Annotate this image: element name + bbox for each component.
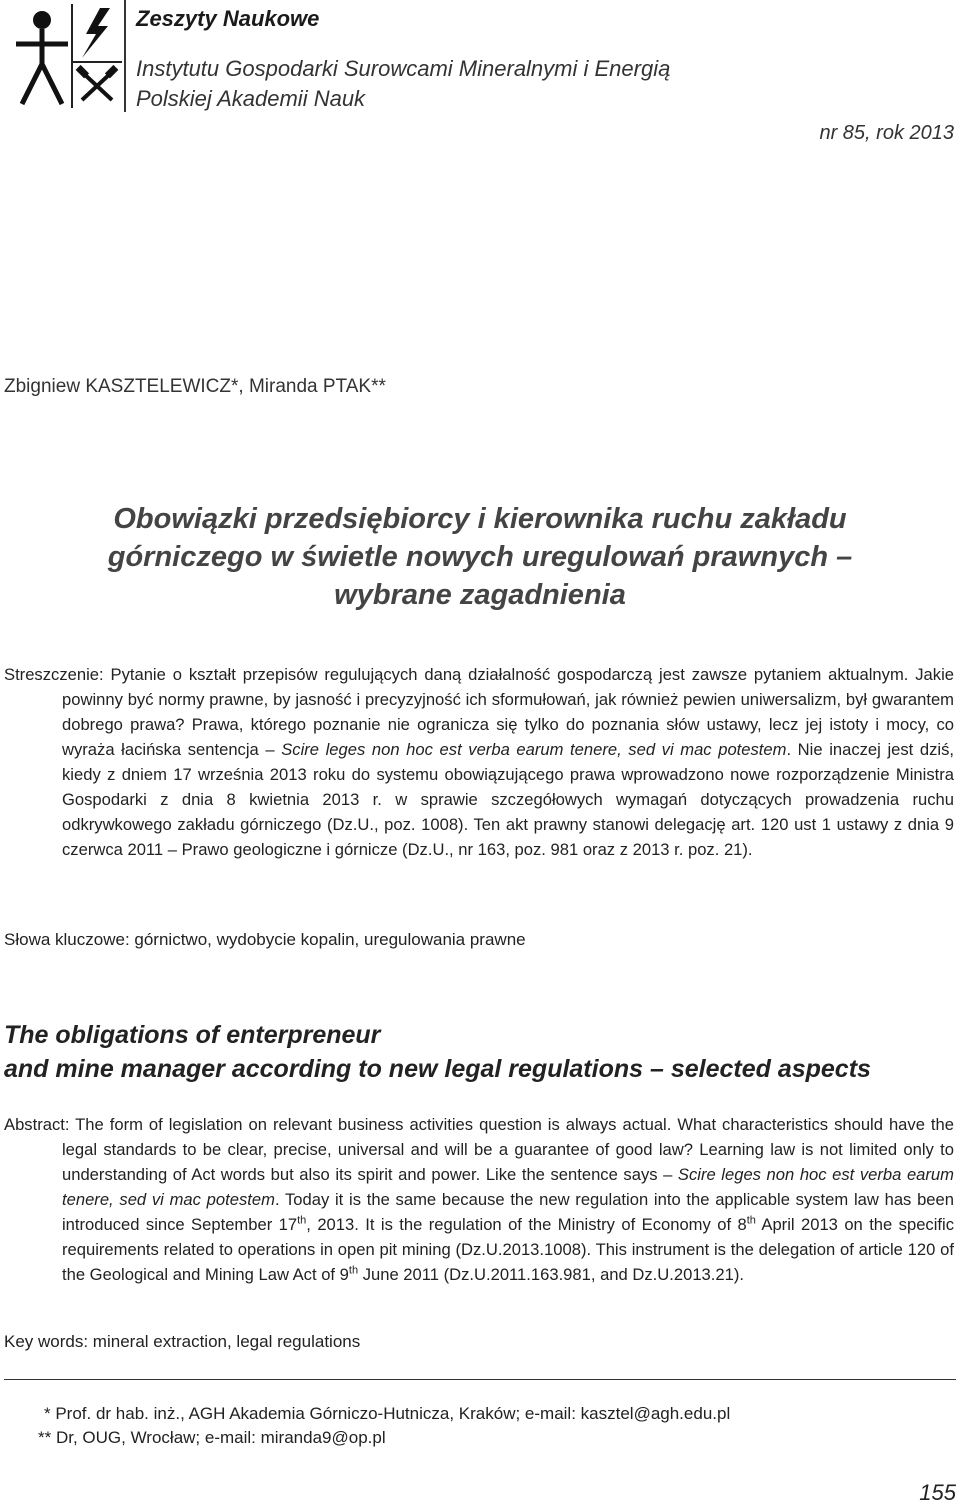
journal-title: Zeszyty Naukowe: [136, 6, 320, 31]
abstract-en-sup-1: th: [297, 1214, 307, 1227]
miner-figure-lightning-hammer-logo: [12, 4, 122, 108]
keywords-en: Key words: mineral extraction, legal regulations: [4, 1332, 361, 1351]
abstract-pl: [4, 662, 954, 862]
authors: Zbigniew KASZTELEWICZ*, Miranda PTAK**: [4, 376, 386, 397]
footnote-2: ** Dr, OUG, Wrocław; e-mail: miranda9@op.pl: [38, 1428, 386, 1447]
abstract-pl-latin: Scire leges non hoc est verba earum tenere, sed vi mac potestem: [281, 740, 787, 759]
abstract-pl-text-1: Pytanie o kształt przepisów regulujących daną działalność gospodarczą jest zawsze pytaniem aktualnym. Jakie powinny być normy prawne, by jasność i precyzyjność ich sformułowań, jak również pewien uniwersalizm, był gwarantem dobrego prawa? Prawa, którego poznanie nie ogranicza się tylko do poznania słów ustawy, lecz jej istoty i mocy, co wyraża łacińska sentencja –: [62, 665, 954, 759]
header-divider: [124, 0, 126, 112]
abstract-en-label: Abstract:: [4, 1115, 70, 1134]
journal-institute: [136, 54, 670, 114]
issue-number: nr 85, rok 2013: [819, 122, 954, 144]
institute-line-1: Instytutu Gospodarki Surowcami Mineralnymi i Energią: [136, 56, 671, 81]
abstract-en: [4, 1112, 955, 1287]
footnote-1: * Prof. dr hab. inż., AGH Akademia Górniczo-Hutnicza, Kraków; e-mail: kasztel@agh.edu.pl: [44, 1404, 731, 1423]
abstract-en-text-2: . Today it is the same because the new regulation into the applicable system law has been introduced since September 17: [62, 1190, 954, 1234]
institute-line-2: Polskiej Akademii Nauk: [136, 86, 366, 111]
title-en-line-2: and mine manager according to new legal regulations – selected aspects: [4, 1055, 871, 1083]
abstract-en-text-4: April 2013 on the specific requirements related to operations in open pit mining (Dz.U.2013.1008). This instrument is the delegation of article 120 of the Geological and Mining Law Act of 9: [62, 1215, 955, 1284]
keywords-pl: Słowa kluczowe: górnictwo, wydobycie kopalin, uregulowania prawne: [4, 930, 526, 949]
footnote-divider: [4, 1379, 956, 1380]
abstract-en-sup-2: th: [746, 1214, 756, 1227]
article-title-en: [4, 1018, 871, 1086]
abstract-en-text-5: June 2011 (Dz.U.2011.163.981, and Dz.U.2013.21).: [358, 1265, 744, 1284]
abstract-en-text-1: The form of legislation on relevant business activities question is always actual. What characteristics should have the legal standards to be clear, precise, universal and will be a guarantee of good law? Learning law is not limited only to understanding of Act words but also its spirit and power. Like the sentence says –: [62, 1115, 954, 1184]
abstract-en-text-3: , 2013. It is the regulation of the Ministry of Economy of 8: [306, 1215, 747, 1234]
abstract-pl-text-2: . Nie inaczej jest dziś, kiedy z dniem 17 września 2013 roku do systemu obowiązującego prawa wprowadzono nowe rozporządzenie Ministra Gospodarki z dnia 8 kwietnia 2013 r. w sprawie szczegółowych wymagań dotyczących prowadzenia ruchu odkrywkowego zakładu górniczego (Dz.U., poz. 1008). Ten akt prawny stanowi delegację art. 120 ust 1 ustawy z dnia 9 czerwca 2011 – Prawo geologiczne i górnicze (Dz.U., nr 163, poz. 981 oraz z 2013 r. poz. 21).: [62, 740, 954, 859]
abstract-en-sup-3: th: [348, 1264, 359, 1277]
title-pl-line-3: wybrane zagadnienia: [334, 579, 626, 611]
journal-logo: [12, 4, 122, 108]
title-en-line-1: The obligations of enterpreneur: [4, 1021, 381, 1049]
abstract-en-latin: Scire leges non hoc est verba earum tenere, sed vi mac potestem: [62, 1165, 954, 1209]
page-number: 155: [919, 1480, 956, 1505]
title-pl-line-2: górniczego w świetle nowych uregulowań prawnych –: [107, 541, 853, 573]
article-title-pl: [0, 500, 960, 614]
abstract-pl-label: Streszczenie:: [4, 665, 104, 684]
title-pl-line-1: Obowiązki przedsiębiorcy i kierownika ruchu zakładu: [113, 503, 847, 535]
